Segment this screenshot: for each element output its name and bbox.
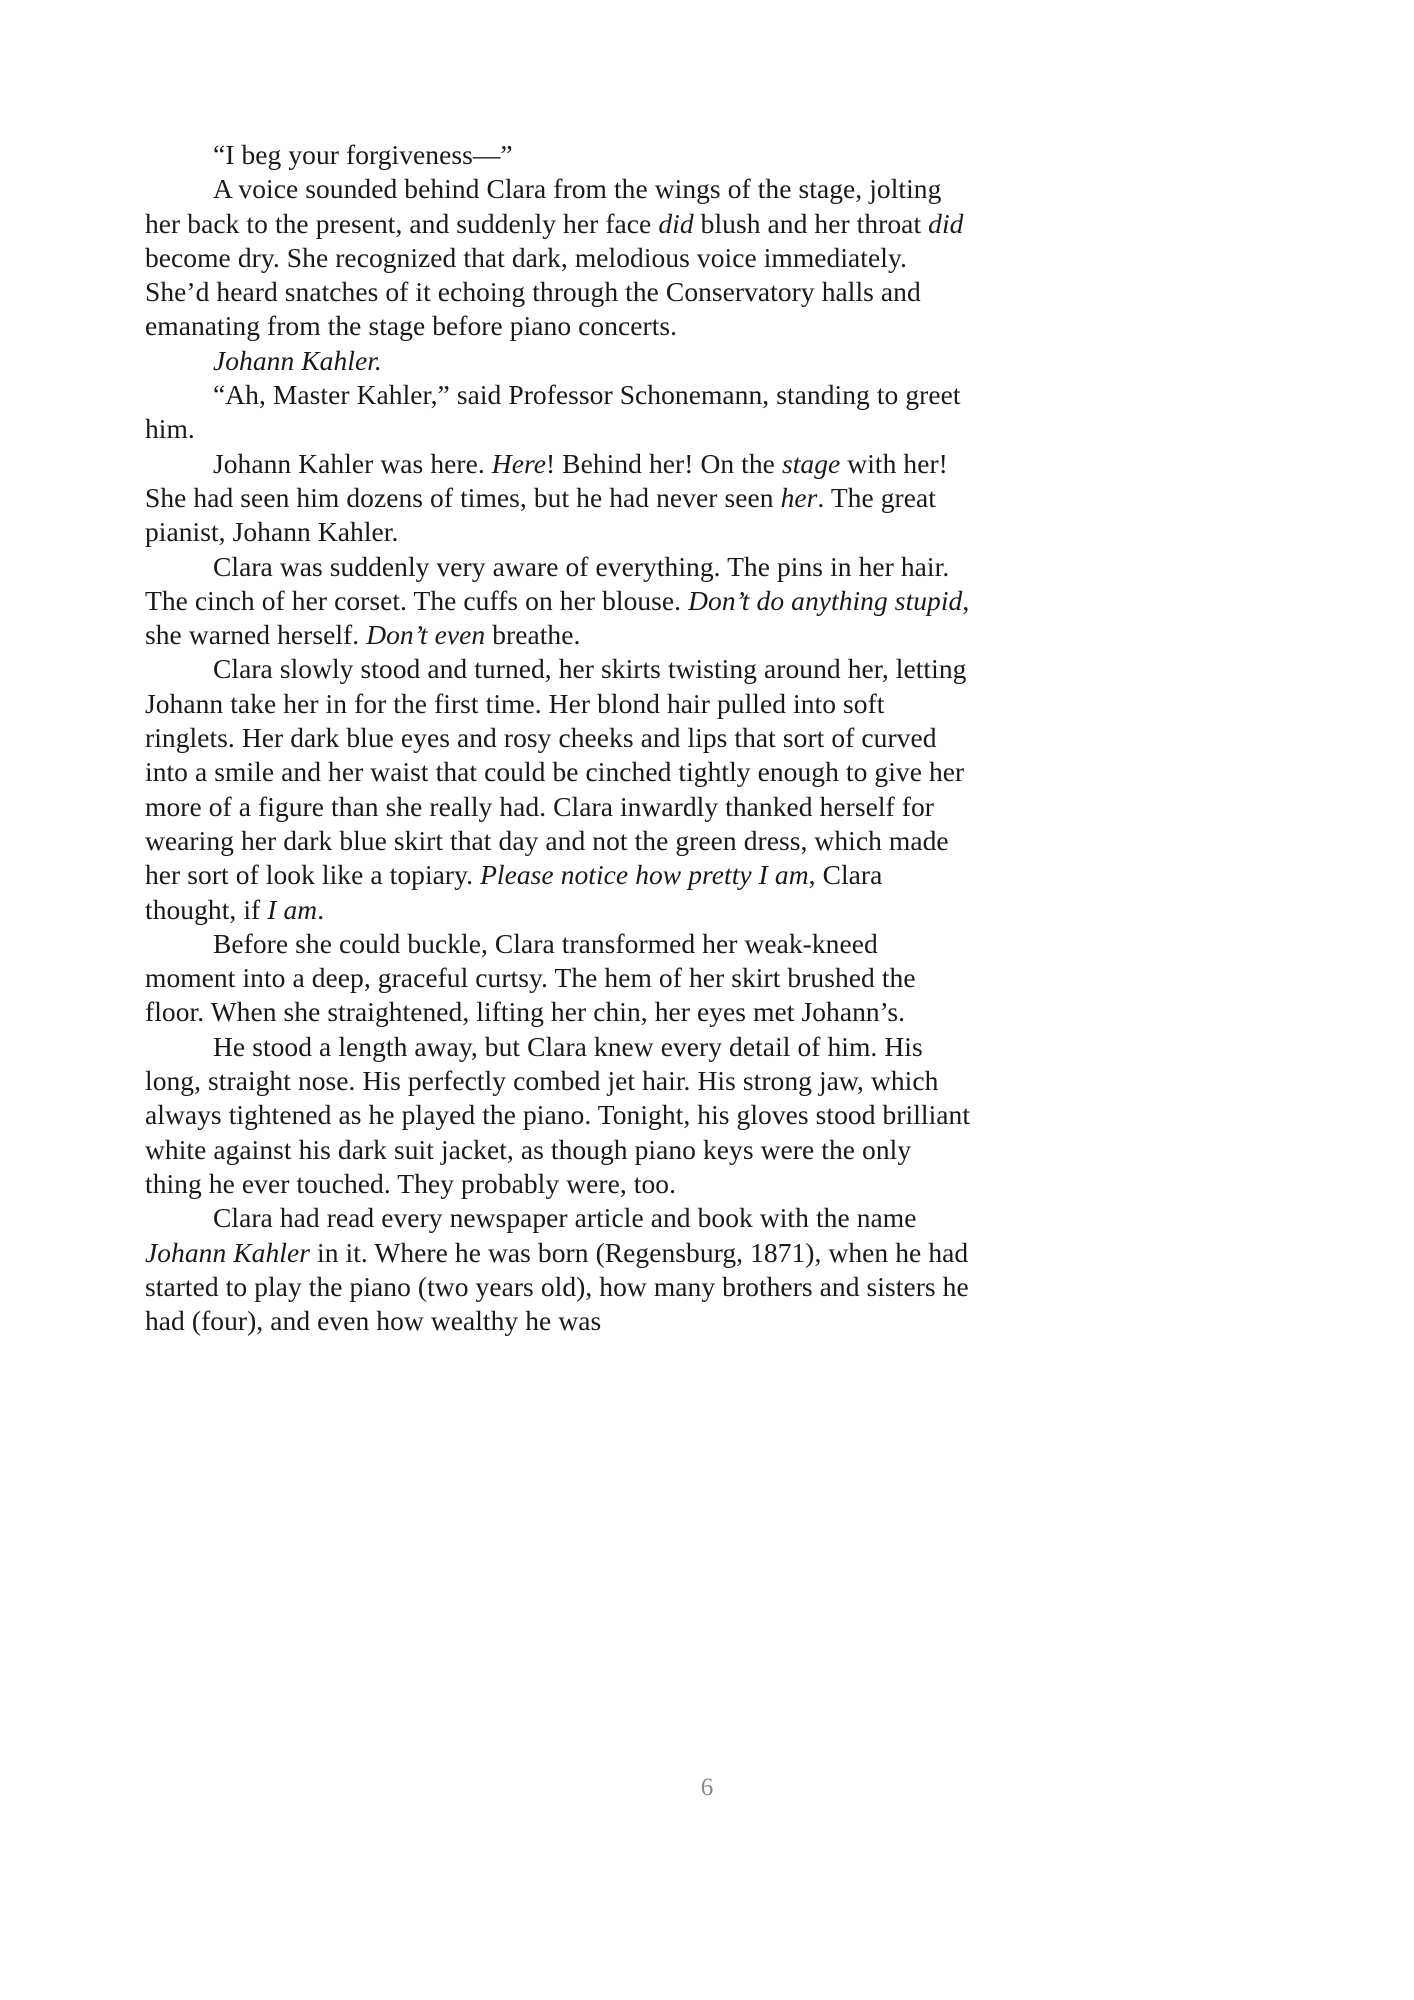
paragraph <box>145 172 973 343</box>
body-text-column <box>145 138 973 1338</box>
text-run: . The great pianist, Johann Kahler. <box>145 481 936 548</box>
paragraph <box>145 927 973 1030</box>
paragraph <box>145 447 973 550</box>
text-run: , Clara thought, if <box>145 859 883 925</box>
text-run: He stood a length away, but Clara knew every detail of him. His long, straight nose. His perfectly combed jet hair. His strong jaw, which always tightened as he played the piano. Tonight, his gloves stood brilliant white against his dark suit jacket, as though piano keys were the only thing he ever touched. They probably were, too. <box>145 1030 971 1199</box>
text-run: Before she could buckle, Clara transformed her weak-kneed moment into a deep, graceful curtsy. The hem of her skirt brushed the floor. When she straightened, lifting her chin, her eyes met Johann’s. <box>145 927 916 1028</box>
italic-run: her <box>780 481 818 513</box>
italic-run: Don’t do anything stupid <box>688 584 963 616</box>
text-run: Johann Kahler was here. <box>213 447 492 479</box>
text-run: with her! She had seen him dozens of times, but he had never seen <box>145 447 948 513</box>
text-run: ! Behind her! On the <box>545 447 782 479</box>
text-run: “I beg your forgiveness—” <box>213 139 513 170</box>
paragraph <box>145 652 973 926</box>
paragraph <box>145 1030 973 1201</box>
italic-run: did <box>928 207 964 239</box>
italic-run: I am <box>267 893 318 925</box>
text-run: in it. Where he was born (Regensburg, 1871), when he had started to play the piano (two years old), how many brothers and sisters he had (four), and even how wealthy he was <box>145 1236 969 1337</box>
paragraph <box>145 138 973 172</box>
text-run: blush and her throat <box>693 207 929 239</box>
italic-run: Johann Kahler <box>145 1236 310 1268</box>
text-run: breathe. <box>485 619 581 651</box>
italic-run: Here <box>491 447 546 479</box>
italic-run: Johann Kahler. <box>213 344 382 376</box>
text-run: , she warned herself. <box>145 584 970 651</box>
page-number: 6 <box>700 1774 714 1801</box>
paragraph <box>145 550 973 653</box>
paragraph <box>145 1201 973 1338</box>
italic-run: Please notice how pretty I am <box>480 859 809 891</box>
text-run: Clara slowly stood and turned, her skirts twisting around her, letting Johann take her in for the first time. Her blond hair pulled into soft ringlets. Her dark blue eyes and rosy cheeks and lips that sort of curved into a smile and her waist that could be cinched tightly enough to give her more of a figure than she really had. Clara inwardly thanked herself for wearing her dark blue skirt that day and not the green dress, which made her sort of look like a topiary. <box>145 653 967 891</box>
paragraph <box>145 378 973 447</box>
italic-run: did <box>658 207 694 239</box>
text-run: Clara had read every newspaper article and book with the name <box>213 1202 917 1234</box>
text-run: A voice sounded behind Clara from the wings of the stage, jolting her back to the present, and suddenly her face <box>145 173 942 239</box>
italic-run: Don’t even <box>366 619 486 651</box>
italic-run: stage <box>781 447 841 479</box>
text-run: become dry. She recognized that dark, melodious voice immediately. She’d heard snatches of it echoing through the Conservatory halls and emanating from the stage before piano concerts. <box>145 241 921 342</box>
text-run: . <box>317 893 325 925</box>
text-run: Clara was suddenly very aware of everything. The pins in her hair. The cinch of her corset. The cuffs on her blouse. <box>145 550 950 616</box>
paragraph <box>145 344 973 378</box>
text-run: “Ah, Master Kahler,” said Professor Schonemann, standing to greet him. <box>145 379 961 445</box>
